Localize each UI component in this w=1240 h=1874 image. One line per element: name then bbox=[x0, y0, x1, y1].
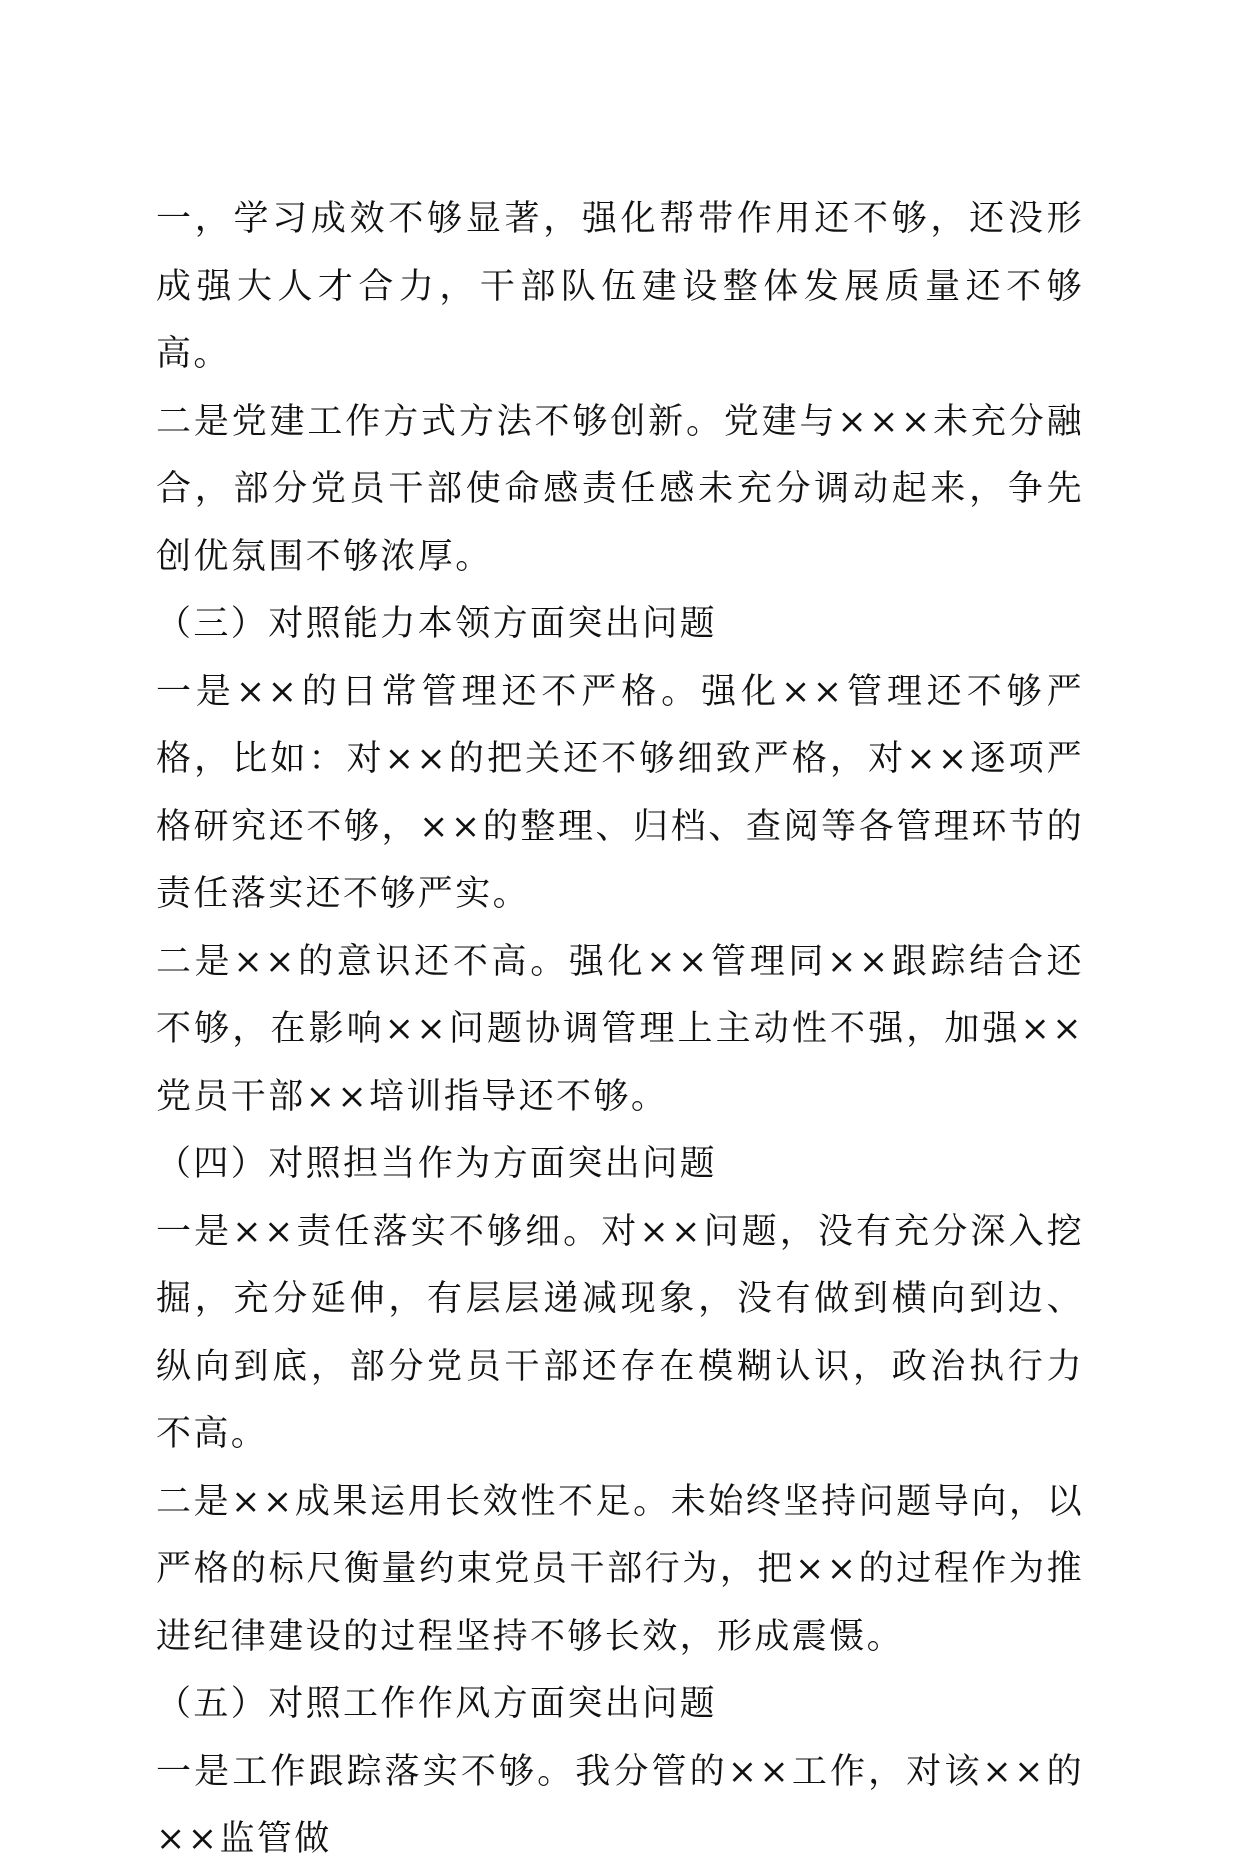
section-heading: （五）对照工作作风方面突出问题 bbox=[156, 1684, 718, 1724]
paragraph: 一是××责任落实不够细。对××问题，没有充分深入挖掘，充分延伸，有层层递减现象，没有做到横向到边、纵向到底，部分党员干部还存在模糊认识，政治执行力不高。 bbox=[156, 1211, 1084, 1454]
section-heading: （三）对照能力本领方面突出问题 bbox=[156, 604, 718, 644]
section-heading: （四）对照担当作为方面突出问题 bbox=[156, 1144, 718, 1184]
paragraph: 一，学习成效不够显著，强化帮带作用还不够，还没形成强大人才合力，干部队伍建设整体发展质量还不够高。 bbox=[156, 199, 1084, 374]
document-body bbox=[156, 186, 1084, 1874]
paragraph: 二是党建工作方式方法不够创新。党建与×××未充分融合，部分党员干部使命感责任感未充分调动起来，争先创优氛围不够浓厚。 bbox=[156, 401, 1084, 577]
paragraph: 一是××的日常管理还不严格。强化××管理还不够严格，比如：对××的把关还不够细致严格，对××逐项严格研究还不够，××的整理、归档、查阅等各管理环节的责任落实还不够严实。 bbox=[156, 671, 1084, 914]
paragraph: 一是工作跟踪落实不够。我分管的××工作，对该××的××监管做 bbox=[156, 1751, 1084, 1859]
paragraph: 二是××成果运用长效性不足。未始终坚持问题导向，以严格的标尺衡量约束党员干部行为，把××的过程作为推进纪律建设的过程坚持不够长效，形成震慑。 bbox=[156, 1481, 1084, 1657]
paragraph: 二是××的意识还不高。强化××管理同××跟踪结合还不够，在影响××问题协调管理上主动性不强，加强××党员干部××培训指导还不够。 bbox=[156, 941, 1084, 1117]
